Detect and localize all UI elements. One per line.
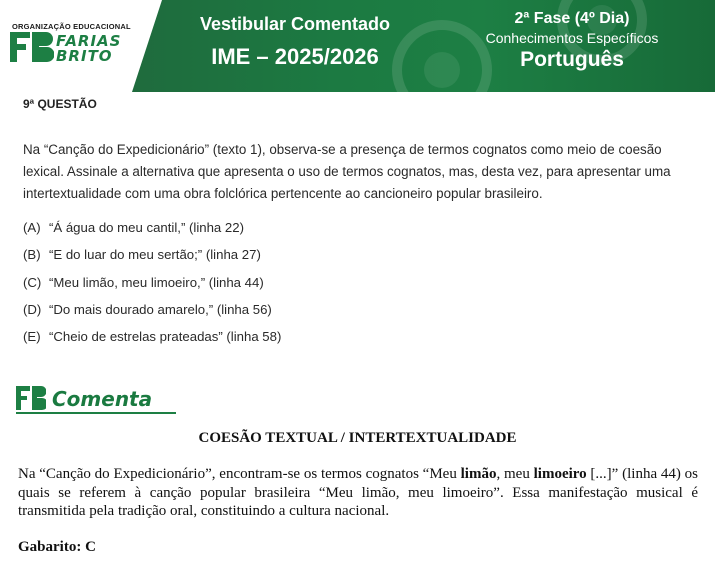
option-c [23, 272, 281, 299]
option-letter: (B) [23, 247, 41, 263]
option-text: “Do mais dourado amarelo,” (linha 56) [49, 301, 272, 317]
header-subject-block [462, 10, 682, 72]
comenta-label: Comenta [52, 387, 153, 411]
farias-brito-logo [8, 22, 133, 72]
answer-key: Gabarito: C [18, 539, 96, 555]
comenta-logo [16, 384, 176, 414]
option-letter: (D) [23, 301, 42, 317]
fb-small-logo-icon [16, 386, 46, 410]
option-a [23, 217, 281, 244]
header-exam-block [170, 14, 420, 70]
comment-bold-term: limão [460, 466, 497, 482]
fb-logo-icon [10, 32, 54, 62]
logo-brand-line2: BRITO [56, 47, 113, 65]
question-stem: Na “Canção do Expedicionário” (texto 1), observa-se a presença de termos cognatos como meio de coesão lexical. Assinale a alternativa que apresenta o uso de termos cognatos, mas, desta vez, para apresentar uma intertextualidade com uma obra folclórica pertencente ao cancioneiro popular brasileiro. [23, 142, 671, 201]
logo-brand-line1: FARIAS [56, 32, 122, 50]
comment-title: COESÃO TEXTUAL / INTERTEXTUALIDADE [198, 430, 517, 446]
comment-text: Na “Canção do Expedicionário”, encontram-se os termos cognatos “Meu [18, 466, 461, 482]
option-e [23, 326, 281, 353]
option-d [23, 299, 281, 326]
comment-text: [...]” (linha 44) os quais se referem à canção popular brasileira “Meu limão, meu limoeiro”. Essa manifestação musical é transmitida pela tradição oral, constituindo a cultura nacional. [18, 466, 698, 519]
option-text: “E do luar do meu sertão;” (linha 27) [49, 247, 261, 263]
option-b [23, 244, 281, 271]
option-letter: (C) [23, 274, 42, 290]
option-letter: (A) [23, 220, 41, 235]
header-subject: Português [520, 48, 624, 71]
comment-body [18, 465, 698, 521]
comenta-underline [16, 412, 176, 414]
option-letter: (E) [23, 329, 41, 345]
comment-bold-term: limoeiro [533, 466, 587, 482]
option-text: “Á água do meu cantil,” (linha 22) [49, 220, 244, 235]
logo-org-label: ORGANIZAÇÃO EDUCACIONAL [12, 22, 131, 31]
question-options [23, 217, 281, 353]
question-title: 9ª QUESTÃO [23, 97, 97, 111]
header-exam-title: IME – 2025/2026 [211, 44, 379, 69]
header-area: Conhecimentos Específicos [485, 30, 659, 46]
header-subtitle: Vestibular Comentado [199, 14, 391, 34]
header-phase: 2ª Fase (4º Dia) [514, 10, 630, 27]
comment-text: , meu [496, 466, 534, 482]
option-text: “Cheio de estrelas prateadas” (linha 58) [49, 329, 282, 345]
option-text: “Meu limão, meu limoeiro,” (linha 44) [49, 274, 264, 290]
page-header [0, 0, 715, 92]
